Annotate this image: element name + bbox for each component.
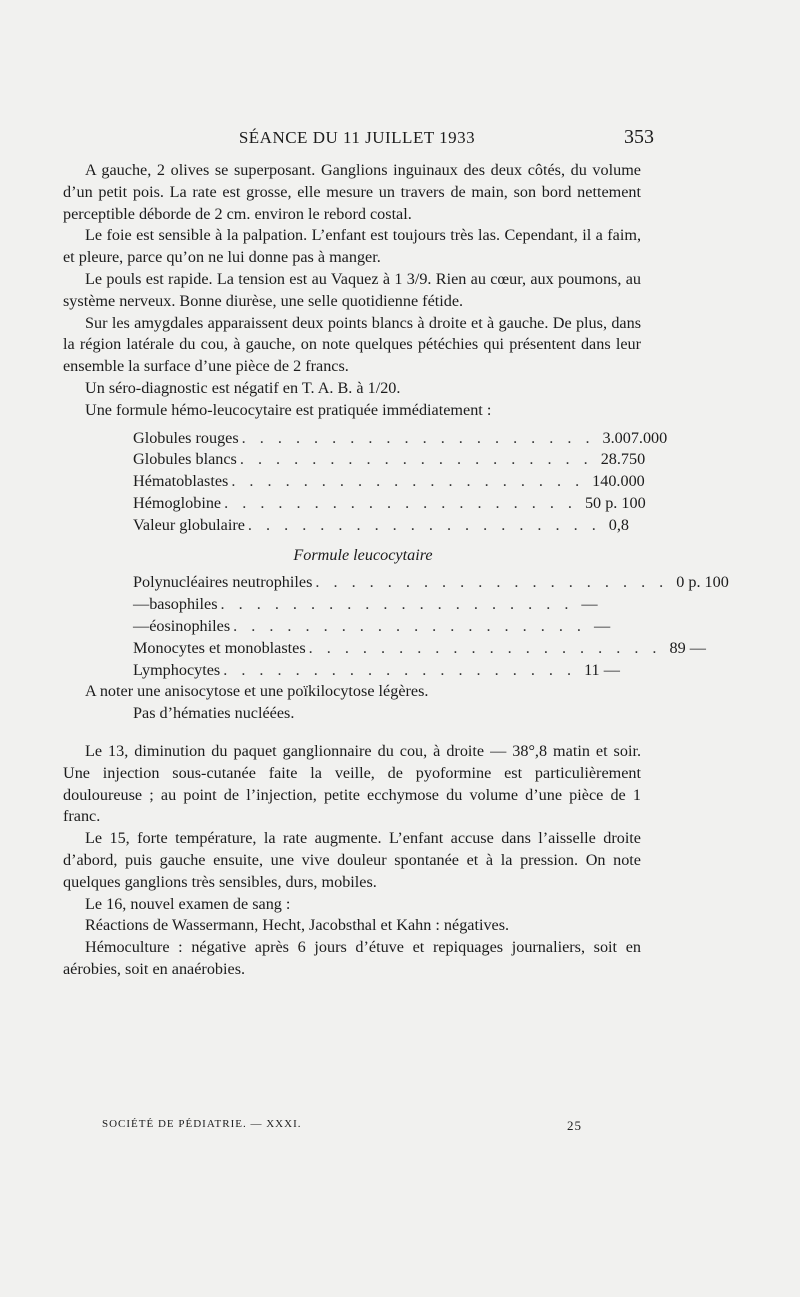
table-row (133, 572, 729, 594)
row-label: basophiles (149, 595, 218, 614)
paragraph: Hémoculture : négative après 6 jours d’étuve et repiquages journaliers, soit en aérobies, soit en anaérobies. (63, 938, 641, 978)
paragraph: Le pouls est rapide. La tension est au Vaquez à 1 3/9. Rien au cœur, aux poumons, au système nerveux. Bonne diurèse, une selle quotidienne fétide. (63, 269, 641, 310)
row-value: — (581, 595, 598, 614)
dot-leader: . . . . . . . . . . . . . . . . . . . . (223, 660, 577, 679)
row-value: 89 — (669, 638, 706, 657)
paragraph: Réactions de Wassermann, Hecht, Jacobsthal et Kahn : négatives. (85, 916, 510, 935)
row-label: Valeur globulaire (133, 515, 245, 534)
signature-mark: 25 (567, 1118, 582, 1133)
ditto-mark: — (133, 595, 150, 614)
dot-leader: . . . . . . . . . . . . . . . . . . . . (239, 450, 593, 469)
row-label: éosinophiles (149, 616, 231, 635)
table-row (133, 471, 645, 493)
row-label: Hémoglobine (133, 493, 222, 512)
row-value: 28.750 (600, 450, 646, 469)
row-value: 11 — (584, 660, 620, 679)
ditto-mark: — (133, 616, 150, 635)
row-value: 3.007.000 (602, 428, 668, 447)
paragraph: Le foie est sensible à la palpation. L’enfant est toujours très las. Cependant, il a faim, et pleure, parce qu’on ne lui donne pas à manger. (63, 226, 641, 267)
row-label: Hématoblastes (133, 472, 229, 491)
row-label: Monocytes et monoblastes (133, 638, 306, 657)
paragraph: Un séro-diagnostic est négatif en T. A. B. à 1/20. (85, 378, 401, 397)
page-header (60, 124, 654, 152)
paragraph: Le 16, nouvel examen de sang : (85, 894, 291, 913)
paragraph: Le 15, forte température, la rate augmente. L’enfant accuse dans l’aisselle droite d’abord, puis gauche ensuite, une vive douleur spontanée et à la pression. On note quelques ganglions très sensibles, durs, mobiles. (63, 829, 641, 891)
row-label: Polynucléaires neutrophiles (133, 573, 313, 592)
page-number: 353 (624, 126, 654, 148)
table-row (133, 638, 706, 660)
note: Pas d’hématies nucléées. (133, 704, 295, 723)
row-value: 50 p. 100 (584, 493, 646, 512)
table-row (133, 428, 668, 450)
dot-leader: . . . . . . . . . . . . . . . . . . . . (241, 428, 595, 447)
dot-leader: . . . . . . . . . . . . . . . . . . . . (247, 515, 601, 534)
row-value: — (593, 616, 611, 635)
paragraph: A gauche, 2 olives se superposant. Ganglions inguinaux des deux côtés, du volume d’un petit pois. La rate est grosse, elle mesure un travers de main, son bord nettement perceptible déborde de 2 cm. environ le rebord costal. (63, 161, 641, 223)
row-label: Globules blancs (133, 450, 237, 469)
table-row (133, 449, 646, 471)
note: A noter une anisocytose et une poïkilocytose légères. (85, 682, 429, 701)
paragraph: Une formule hémo-leucocytaire est pratiquée immédiatement : (85, 400, 492, 419)
running-head: SÉANCE DU 11 JUILLET 1933 (238, 128, 476, 147)
row-value: 140.000 (592, 472, 645, 491)
table-row (133, 493, 646, 515)
row-value: 0,8 (608, 515, 629, 534)
table-row (133, 515, 629, 537)
dot-leader: . . . . . . . . . . . . . . . . . . . . (231, 472, 585, 491)
table-row (133, 660, 620, 682)
formula-title: Formule leucocytaire (293, 545, 433, 564)
society-volume: SOCIÉTÉ DE PÉDIATRIE. — XXXI. (102, 1118, 302, 1130)
body-text (63, 160, 729, 981)
row-label: Lymphocytes (133, 660, 221, 679)
row-label: Globules rouges (133, 428, 239, 447)
leukocyte-formula-table (133, 572, 729, 681)
dot-leader: . . . . . . . . . . . . . . . . . . . . (308, 638, 662, 657)
paragraph: Sur les amygdales apparaissent deux points blancs à droite et à gauche. De plus, dans la région latérale du cou, à gauche, on note quelques pétéchies qui présentent dans leur ensemble la surface d’une pièce de 2 francs. (63, 313, 641, 376)
table-row (133, 594, 598, 616)
dot-leader: . . . . . . . . . . . . . . . . . . . . (224, 493, 577, 512)
dot-leader: . . . . . . . . . . . . . . . . . . . . (220, 595, 574, 614)
blood-count-table (133, 428, 668, 537)
table-row (133, 616, 611, 638)
dot-leader: . . . . . . . . . . . . . . . . . . . . (315, 573, 669, 592)
page-footer (102, 1118, 582, 1138)
row-value: 0 p. 100 (676, 573, 729, 592)
dot-leader: . . . . . . . . . . . . . . . . . . . . (233, 616, 586, 635)
paragraph: Le 13, diminution du paquet ganglionnaire du cou, à droite — 38°,8 matin et soir. Une injection sous-cutanée faite la veille, de pyoformine est particulièrement douloureuse ; au point de l’injection, petite ecchymose du volume d’une pièce de 1 franc. (63, 741, 641, 826)
